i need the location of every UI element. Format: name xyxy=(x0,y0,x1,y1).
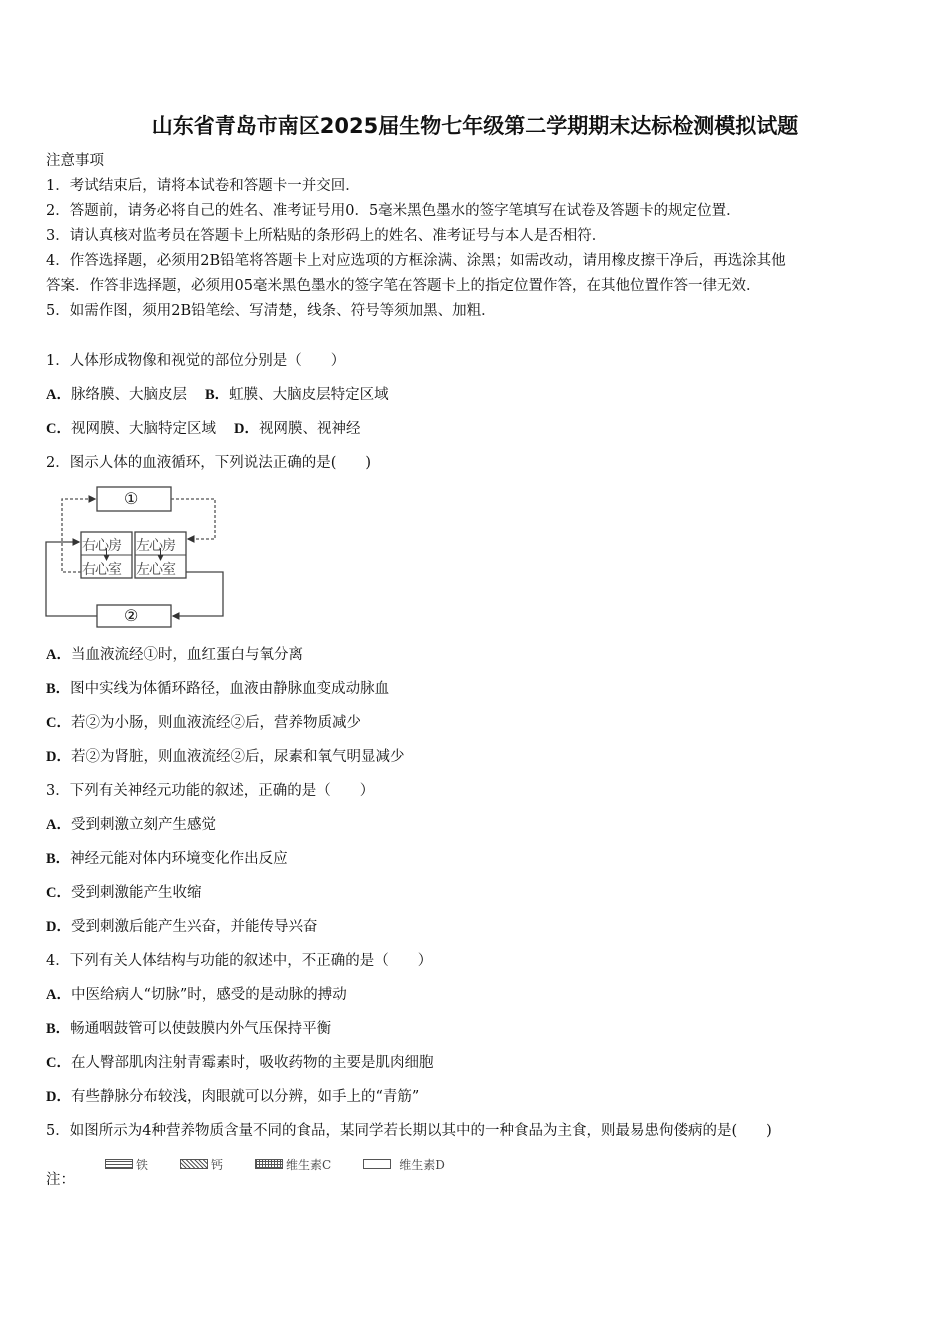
right-atrium-label: 右心房 xyxy=(82,538,121,554)
option-text: 脉络膜、大脑皮层 xyxy=(70,387,187,403)
option-letter: D． xyxy=(46,919,71,935)
notice-item-4-cont: 答案．作答非选择题，必须用05毫米黑色墨水的签字笔在答题卡上的指定位置作答，在其他位置作答一律无效． xyxy=(46,278,761,294)
notice-item-2: 2．答题前，请务必将自己的姓名、准考证号用0．5毫米黑色墨水的签字笔填写在试卷及答题卡的规定位置． xyxy=(46,203,741,219)
diagram-box-2-label: ② xyxy=(124,606,139,625)
question-4-stem: 4．下列有关人体结构与功能的叙述中，不正确的是（ ） xyxy=(46,953,433,969)
option-text: 受到刺激后能产生兴奋，并能传导兴奋 xyxy=(70,919,318,935)
diagram-box-1-label: ① xyxy=(124,489,139,508)
notice-item-5: 5．如需作图，须用2B铅笔绘、写清楚，线条、符号等须加黑、加粗． xyxy=(46,303,496,319)
blank-swatch-icon xyxy=(363,1159,391,1169)
option-letter: B． xyxy=(204,387,230,403)
option-text: 当血液流经①时，血红蛋白与氧分离 xyxy=(70,647,303,663)
option-text: 视网膜、视神经 xyxy=(258,421,361,437)
option-text: 图中实线为体循环路径，血液由静脉血变成动脉血 xyxy=(70,681,390,697)
option-text: 受到刺激能产生收缩 xyxy=(70,885,202,901)
question-2-option-c xyxy=(46,713,361,733)
nutrient-legend xyxy=(105,1155,477,1173)
right-ventricle-label: 右心室 xyxy=(82,562,121,578)
option-text: 神经元能对体内环境变化作出反应 xyxy=(70,851,288,867)
option-letter: C． xyxy=(46,421,71,437)
option-letter: A． xyxy=(46,987,71,1003)
horizontal-lines-swatch-icon xyxy=(105,1159,133,1169)
option-text: 虹膜、大脑皮层特定区域 xyxy=(229,387,389,403)
option-letter: D． xyxy=(46,1089,71,1105)
option-letter: C． xyxy=(46,1055,71,1071)
question-3-option-b xyxy=(46,849,288,869)
option-text: 畅通咽鼓管可以使鼓膜内外气压保持平衡 xyxy=(70,1021,332,1037)
option-text: 有些静脉分布较浅，肉眼就可以分辨，如手上的“青筋” xyxy=(70,1089,420,1105)
notice-item-4: 4．作答选择题，必须用2B铅笔将答题卡上对应选项的方框涂满、涂黑；如需改动，请用橡皮擦干净后，再选涂其他 xyxy=(46,253,786,269)
option-text: 若②为肾脏，则血液流经②后，尿素和氧气明显减少 xyxy=(70,749,405,765)
question-4-option-a xyxy=(46,985,347,1005)
question-1-options-ab xyxy=(46,385,389,405)
option-letter: D． xyxy=(233,421,259,437)
option-letter: A． xyxy=(46,647,71,663)
question-2-option-b xyxy=(46,679,389,699)
question-2-option-d xyxy=(46,747,404,767)
option-letter: A． xyxy=(46,817,71,833)
option-text: 视网膜、大脑特定区域 xyxy=(70,421,216,437)
option-letter: A． xyxy=(46,387,71,403)
option-letter: B． xyxy=(46,1021,71,1037)
note-label: 注： xyxy=(46,1172,75,1188)
option-text: 中医给病人“切脉”时，感受的是动脉的搏动 xyxy=(70,987,347,1003)
legend-item-iron xyxy=(105,1156,148,1173)
option-letter: D． xyxy=(46,749,71,765)
notice-item-1: 1．考试结束后，请将本试卷和答题卡一并交回． xyxy=(46,178,360,194)
left-atrium-label: 左心房 xyxy=(136,538,175,554)
notice-heading: 注意事项 xyxy=(46,153,104,169)
grid-swatch-icon xyxy=(255,1159,283,1169)
diagonal-hatch-swatch-icon xyxy=(180,1159,208,1169)
legend-item-vitamin-c xyxy=(255,1156,331,1173)
question-4-option-d xyxy=(46,1087,419,1107)
question-3-stem: 3．下列有关神经元功能的叙述，正确的是（ ） xyxy=(46,783,375,799)
legend-label: 维生素D xyxy=(399,1157,445,1172)
option-letter: C． xyxy=(46,715,71,731)
option-text: 若②为小肠，则血液流经②后，营养物质减少 xyxy=(70,715,361,731)
question-2-option-a xyxy=(46,645,303,665)
question-4-option-b xyxy=(46,1019,331,1039)
blood-circulation-diagram xyxy=(40,480,230,630)
legend-label: 钙 xyxy=(211,1157,224,1172)
question-3-option-c xyxy=(46,883,201,903)
option-text: 在人臀部肌肉注射青霉素时，吸收药物的主要是肌肉细胞 xyxy=(70,1055,434,1071)
question-3-option-a xyxy=(46,815,216,835)
question-4-option-c xyxy=(46,1053,433,1073)
legend-item-calcium xyxy=(180,1156,223,1173)
question-3-option-d xyxy=(46,917,317,937)
question-5-stem: 5．如图所示为4种营养物质含量不同的食品，某同学若长期以其中的一种食品为主食，则最易患佝偻病的是( ) xyxy=(46,1123,772,1139)
option-text: 受到刺激立刻产生感觉 xyxy=(70,817,216,833)
legend-item-vitamin-d xyxy=(363,1156,445,1173)
notice-item-3: 3．请认真核对监考员在答题卡上所粘贴的条形码上的姓名、准考证号与本人是否相符． xyxy=(46,228,607,244)
legend-label: 维生素C xyxy=(286,1157,332,1172)
legend-label: 铁 xyxy=(136,1157,149,1172)
option-letter: C． xyxy=(46,885,71,901)
left-ventricle-label: 左心室 xyxy=(136,562,175,578)
question-2-stem: 2．图示人体的血液循环，下列说法正确的是( ) xyxy=(46,455,372,471)
option-letter: B． xyxy=(46,851,71,867)
page-title: 山东省青岛市南区2025届生物七年级第二学期期末达标检测模拟试题 xyxy=(151,114,799,138)
question-1-stem: 1．人体形成物像和视觉的部位分别是（ ） xyxy=(46,353,346,369)
option-letter: B． xyxy=(46,681,71,697)
question-1-options-cd xyxy=(46,419,360,439)
